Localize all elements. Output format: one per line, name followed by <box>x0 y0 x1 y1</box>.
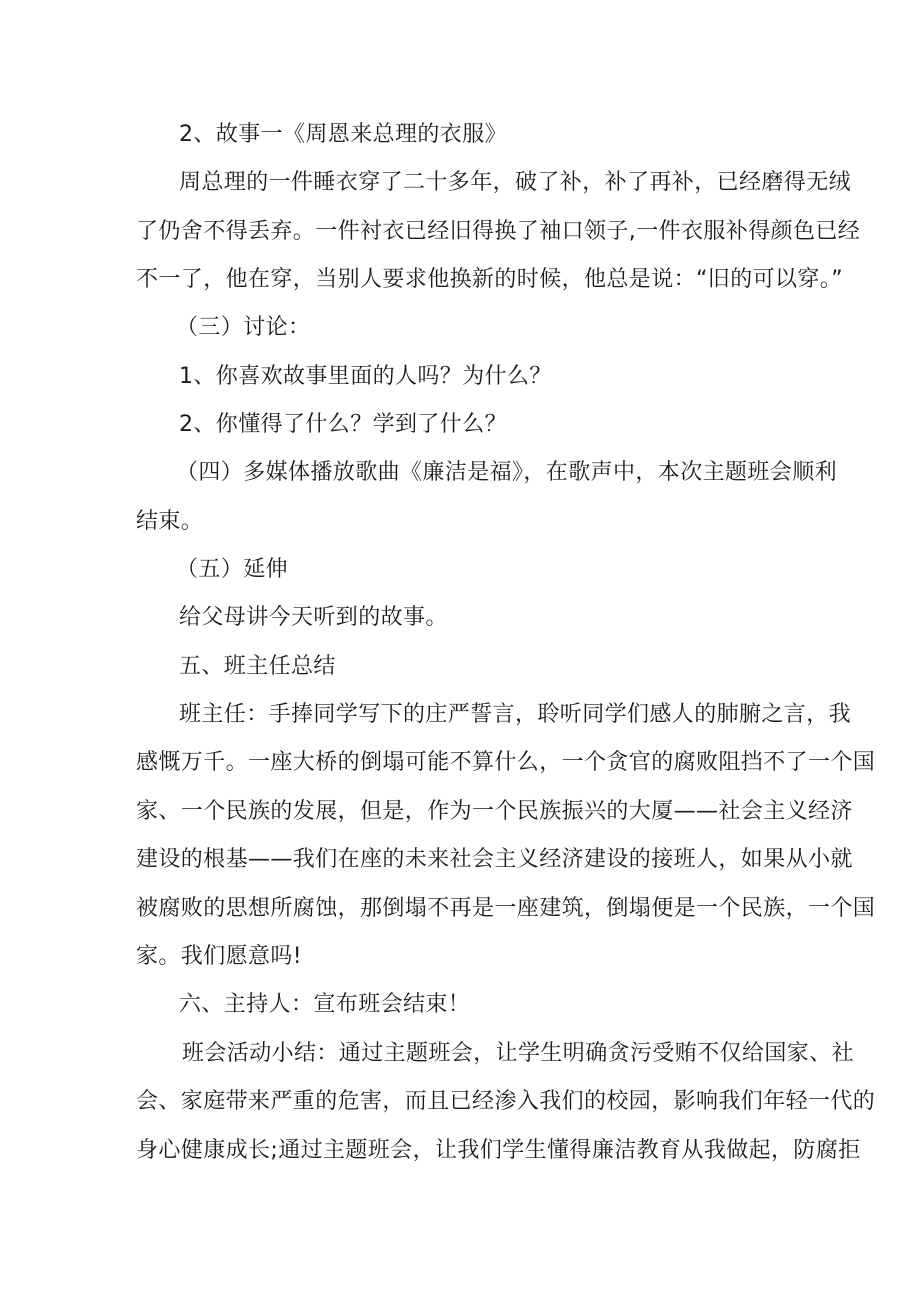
question-item: 1、你喜欢故事里面的人吗？为什么？ <box>179 364 552 389</box>
paragraph-line: 班主任：手捧同学写下的庄严誓言，聆听同学们感人的肺腑之言，我 <box>179 702 852 727</box>
section-heading: 五、班主任总结 <box>179 654 336 679</box>
paragraph-line: 结束。 <box>136 509 204 534</box>
paragraph-line: 被腐败的思想所腐蚀，那倒塌不再是一座建筑，倒塌便是一个民族，一个国 <box>136 896 876 921</box>
paragraph-line: 了仍舍不得丢弃。一件衬衣已经旧得换了袖口领子,一件衣服补得颜色已经 <box>136 219 861 244</box>
question-item: 2、你懂得了什么？学到了什么？ <box>179 412 507 437</box>
paragraph-line: 建设的根基——我们在座的未来社会主义经济建设的接班人，如果从小就 <box>136 847 853 872</box>
paragraph-line: 家。我们愿意吗! <box>136 944 303 969</box>
paragraph-line: 感慨万千。一座大桥的倒塌可能不算什么，一个贪官的腐败阻挡不了一个国 <box>136 750 876 775</box>
paragraph-line: 班会活动小结：通过主题班会，让学生明确贪污受贿不仅给国家、社 <box>182 1041 855 1066</box>
section-heading: 六、主持人：宣布班会结束！ <box>179 992 471 1017</box>
section-heading: （五）延伸 <box>176 557 289 582</box>
paragraph-line: 会、家庭带来严重的危害，而且已经渗入我们的校园，影响我们年轻一代的 <box>136 1089 876 1114</box>
paragraph-line: 周总理的一件睡衣穿了二十多年，破了补，补了再补，已经磨得无绒 <box>179 170 852 195</box>
section-heading: （三）讨论： <box>176 315 311 340</box>
paragraph-line: （四）多媒体播放歌曲《廉洁是福》，在歌声中，本次主题班会顺利 <box>176 460 838 485</box>
paragraph-line: 给父母讲今天听到的故事。 <box>179 605 448 630</box>
paragraph-line: 身心健康成长;通过主题班会，让我们学生懂得廉洁教育从我做起，防腐拒 <box>136 1138 861 1163</box>
story-heading: 2、故事一《周恩来总理的衣服》 <box>179 122 507 147</box>
paragraph-line: 不一了，他在穿，当别人要求他换新的时候，他总是说：“旧的可以穿。” <box>136 267 843 292</box>
paragraph-line: 家、一个民族的发展，但是，作为一个民族振兴的大厦——社会主义经济 <box>136 799 853 824</box>
